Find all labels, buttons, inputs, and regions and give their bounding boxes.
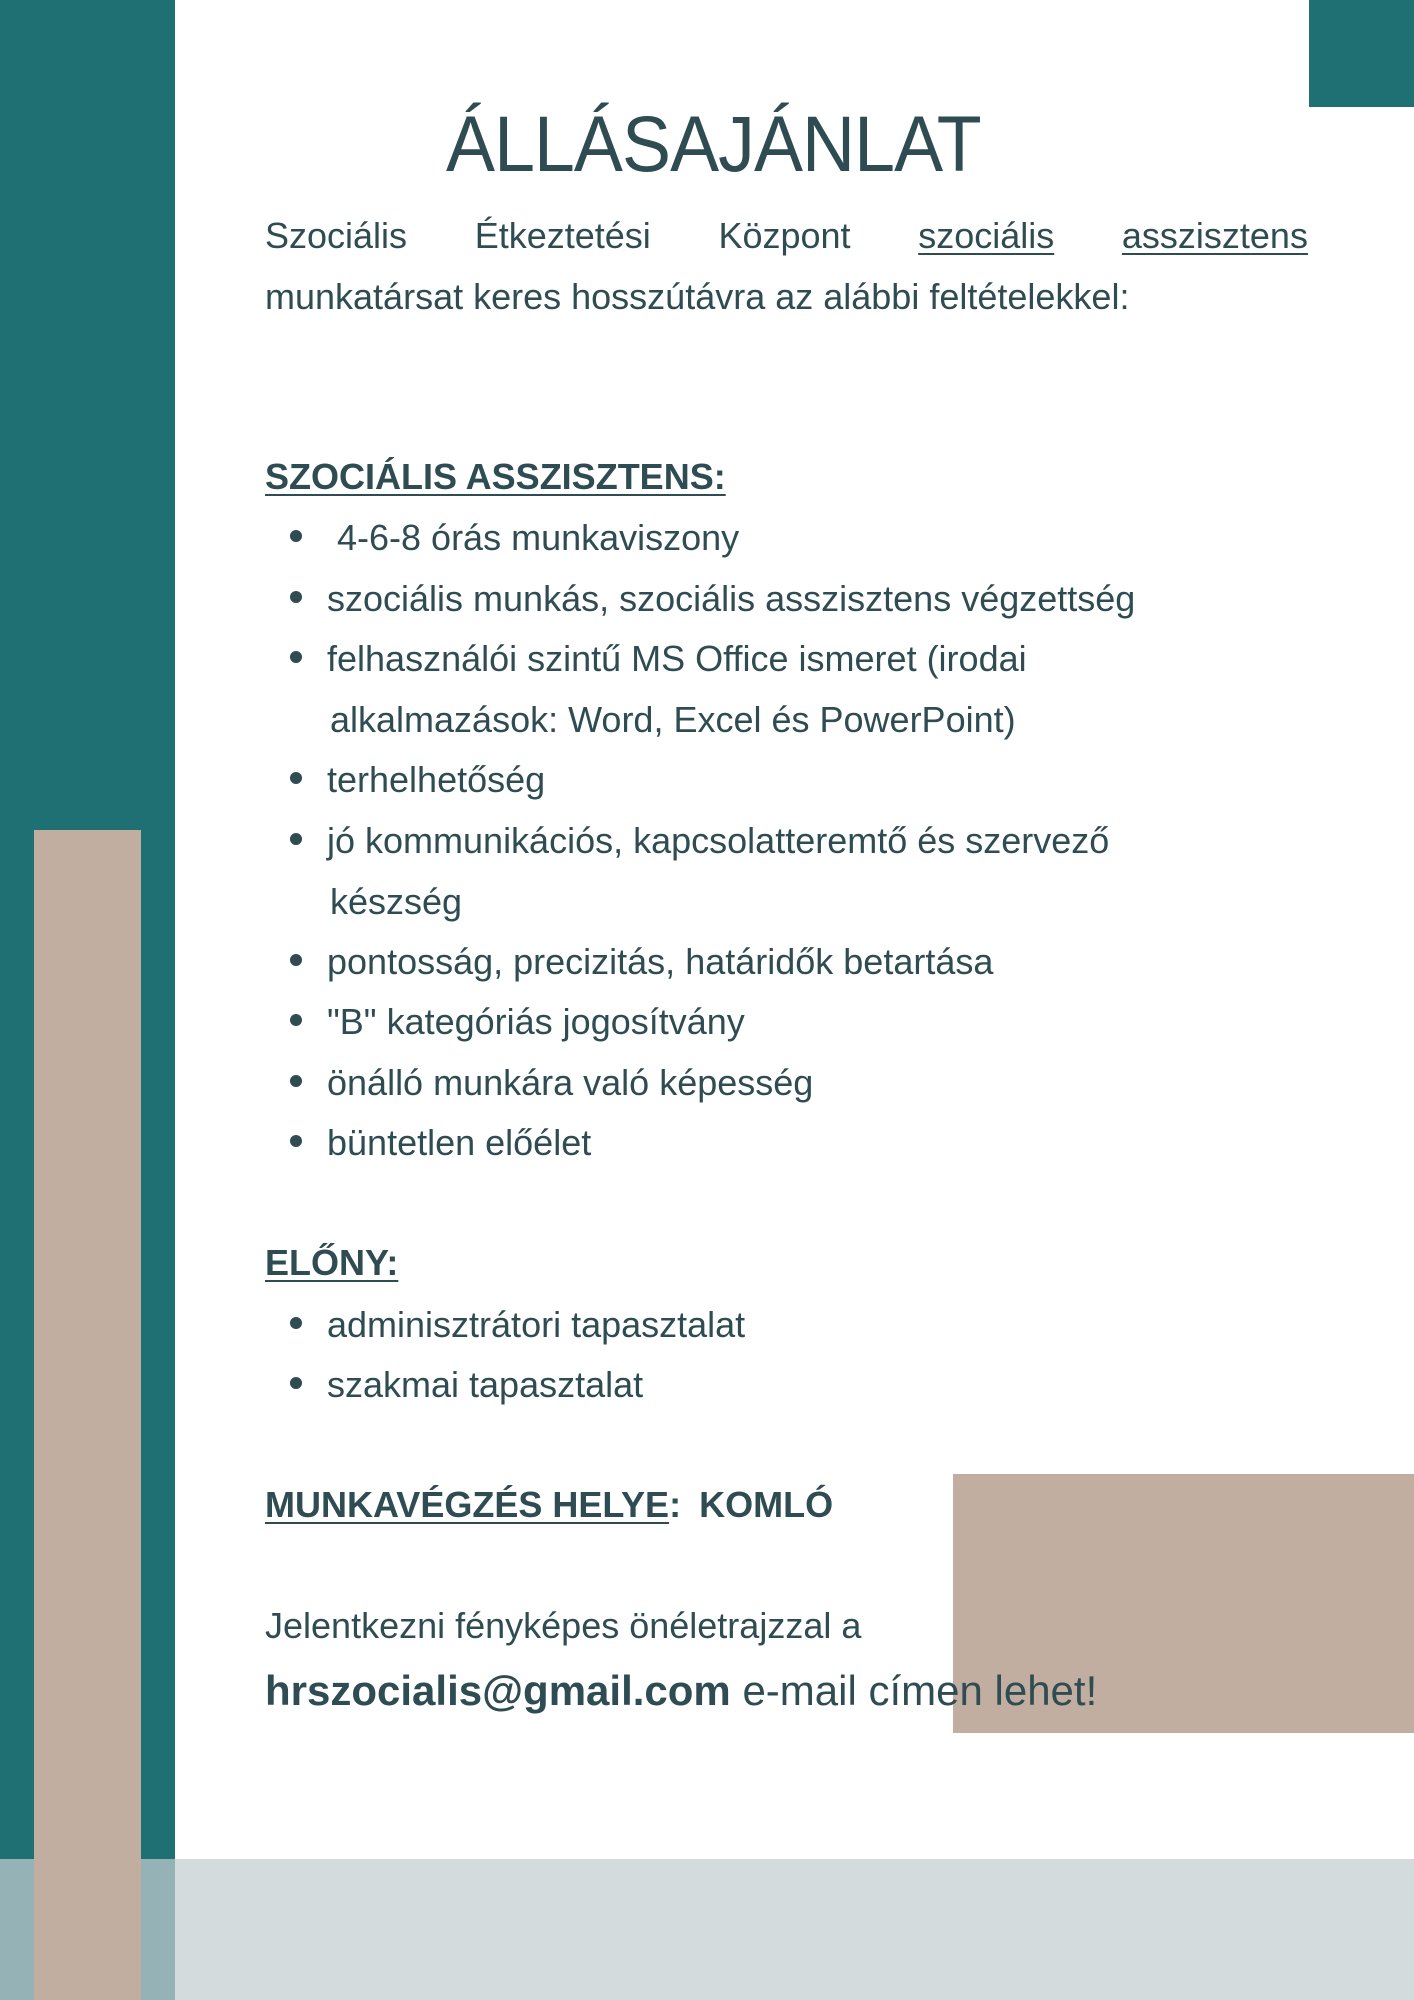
- bullet-icon: [290, 1377, 302, 1389]
- list-item: jó kommunikációs, kapcsolatteremtő és szervező: [290, 823, 1109, 859]
- list-item: önálló munkára való képesség: [290, 1065, 813, 1101]
- bullet-icon: [290, 1014, 302, 1026]
- intro-line-2: munkatársat keres hosszútávra az alábbi feltételekkel:: [265, 276, 1130, 317]
- bullet-icon: [290, 1317, 302, 1329]
- bullet-icon: [290, 954, 302, 966]
- list-item: szakmai tapasztalat: [290, 1367, 643, 1403]
- beige-left-bar: [34, 830, 141, 2000]
- bullet-icon: [290, 833, 302, 845]
- bullet-icon: [290, 651, 302, 663]
- bullet-icon: [290, 530, 302, 542]
- email-address[interactable]: hrszocialis@gmail.com: [265, 1667, 731, 1714]
- intro-line-1: [265, 215, 1308, 256]
- position-link-word[interactable]: szociális: [918, 215, 1055, 256]
- teal-corner-block: [1309, 0, 1414, 107]
- list-item: büntetlen előélet: [290, 1125, 591, 1161]
- bullet-icon: [290, 1135, 302, 1147]
- list-item: szociális munkás, szociális asszisztens végzettség: [290, 581, 1135, 617]
- list-item: terhelhetőség: [290, 762, 545, 798]
- list-item: "B" kategóriás jogosítvány: [290, 1004, 745, 1040]
- apply-line-2-rest: e-mail címen lehet!: [730, 1667, 1098, 1714]
- list-item: adminisztrátori tapasztalat: [290, 1307, 745, 1343]
- requirements-heading: SZOCIÁLIS ASSZISZTENS:: [265, 456, 726, 497]
- location-line: [265, 1484, 834, 1525]
- list-item-continuation: alkalmazások: Word, Excel és PowerPoint): [330, 699, 1016, 740]
- list-item: pontosság, precizitás, határidők betartása: [290, 944, 993, 980]
- list-item-continuation: készség: [330, 881, 463, 922]
- list-item: felhasználói szintű MS Office ismeret (irodai: [290, 641, 1027, 677]
- bullet-icon: [290, 772, 302, 784]
- location-label: MUNKAVÉGZÉS HELYE: [265, 1484, 670, 1525]
- gray-footer-band: [0, 1859, 1414, 2000]
- position-link-word[interactable]: asszisztens: [1121, 215, 1308, 256]
- page-title: ÁLLÁSAJÁNLAT: [446, 99, 981, 188]
- intro-word: Étkeztetési: [474, 215, 651, 256]
- location-value: KOMLÓ: [699, 1484, 834, 1525]
- intro-word: Szociális: [265, 215, 408, 256]
- location-colon: :: [669, 1484, 682, 1525]
- apply-line-2: [265, 1667, 1098, 1714]
- bullet-icon: [290, 1075, 302, 1087]
- bullet-icon: [290, 591, 302, 603]
- apply-line-1: Jelentkezni fényképes önéletrajzzal a: [265, 1605, 862, 1646]
- advantages-heading: ELŐNY:: [265, 1242, 399, 1283]
- intro-word: Központ: [718, 215, 851, 256]
- list-item: 4-6-8 órás munkaviszony: [290, 520, 739, 556]
